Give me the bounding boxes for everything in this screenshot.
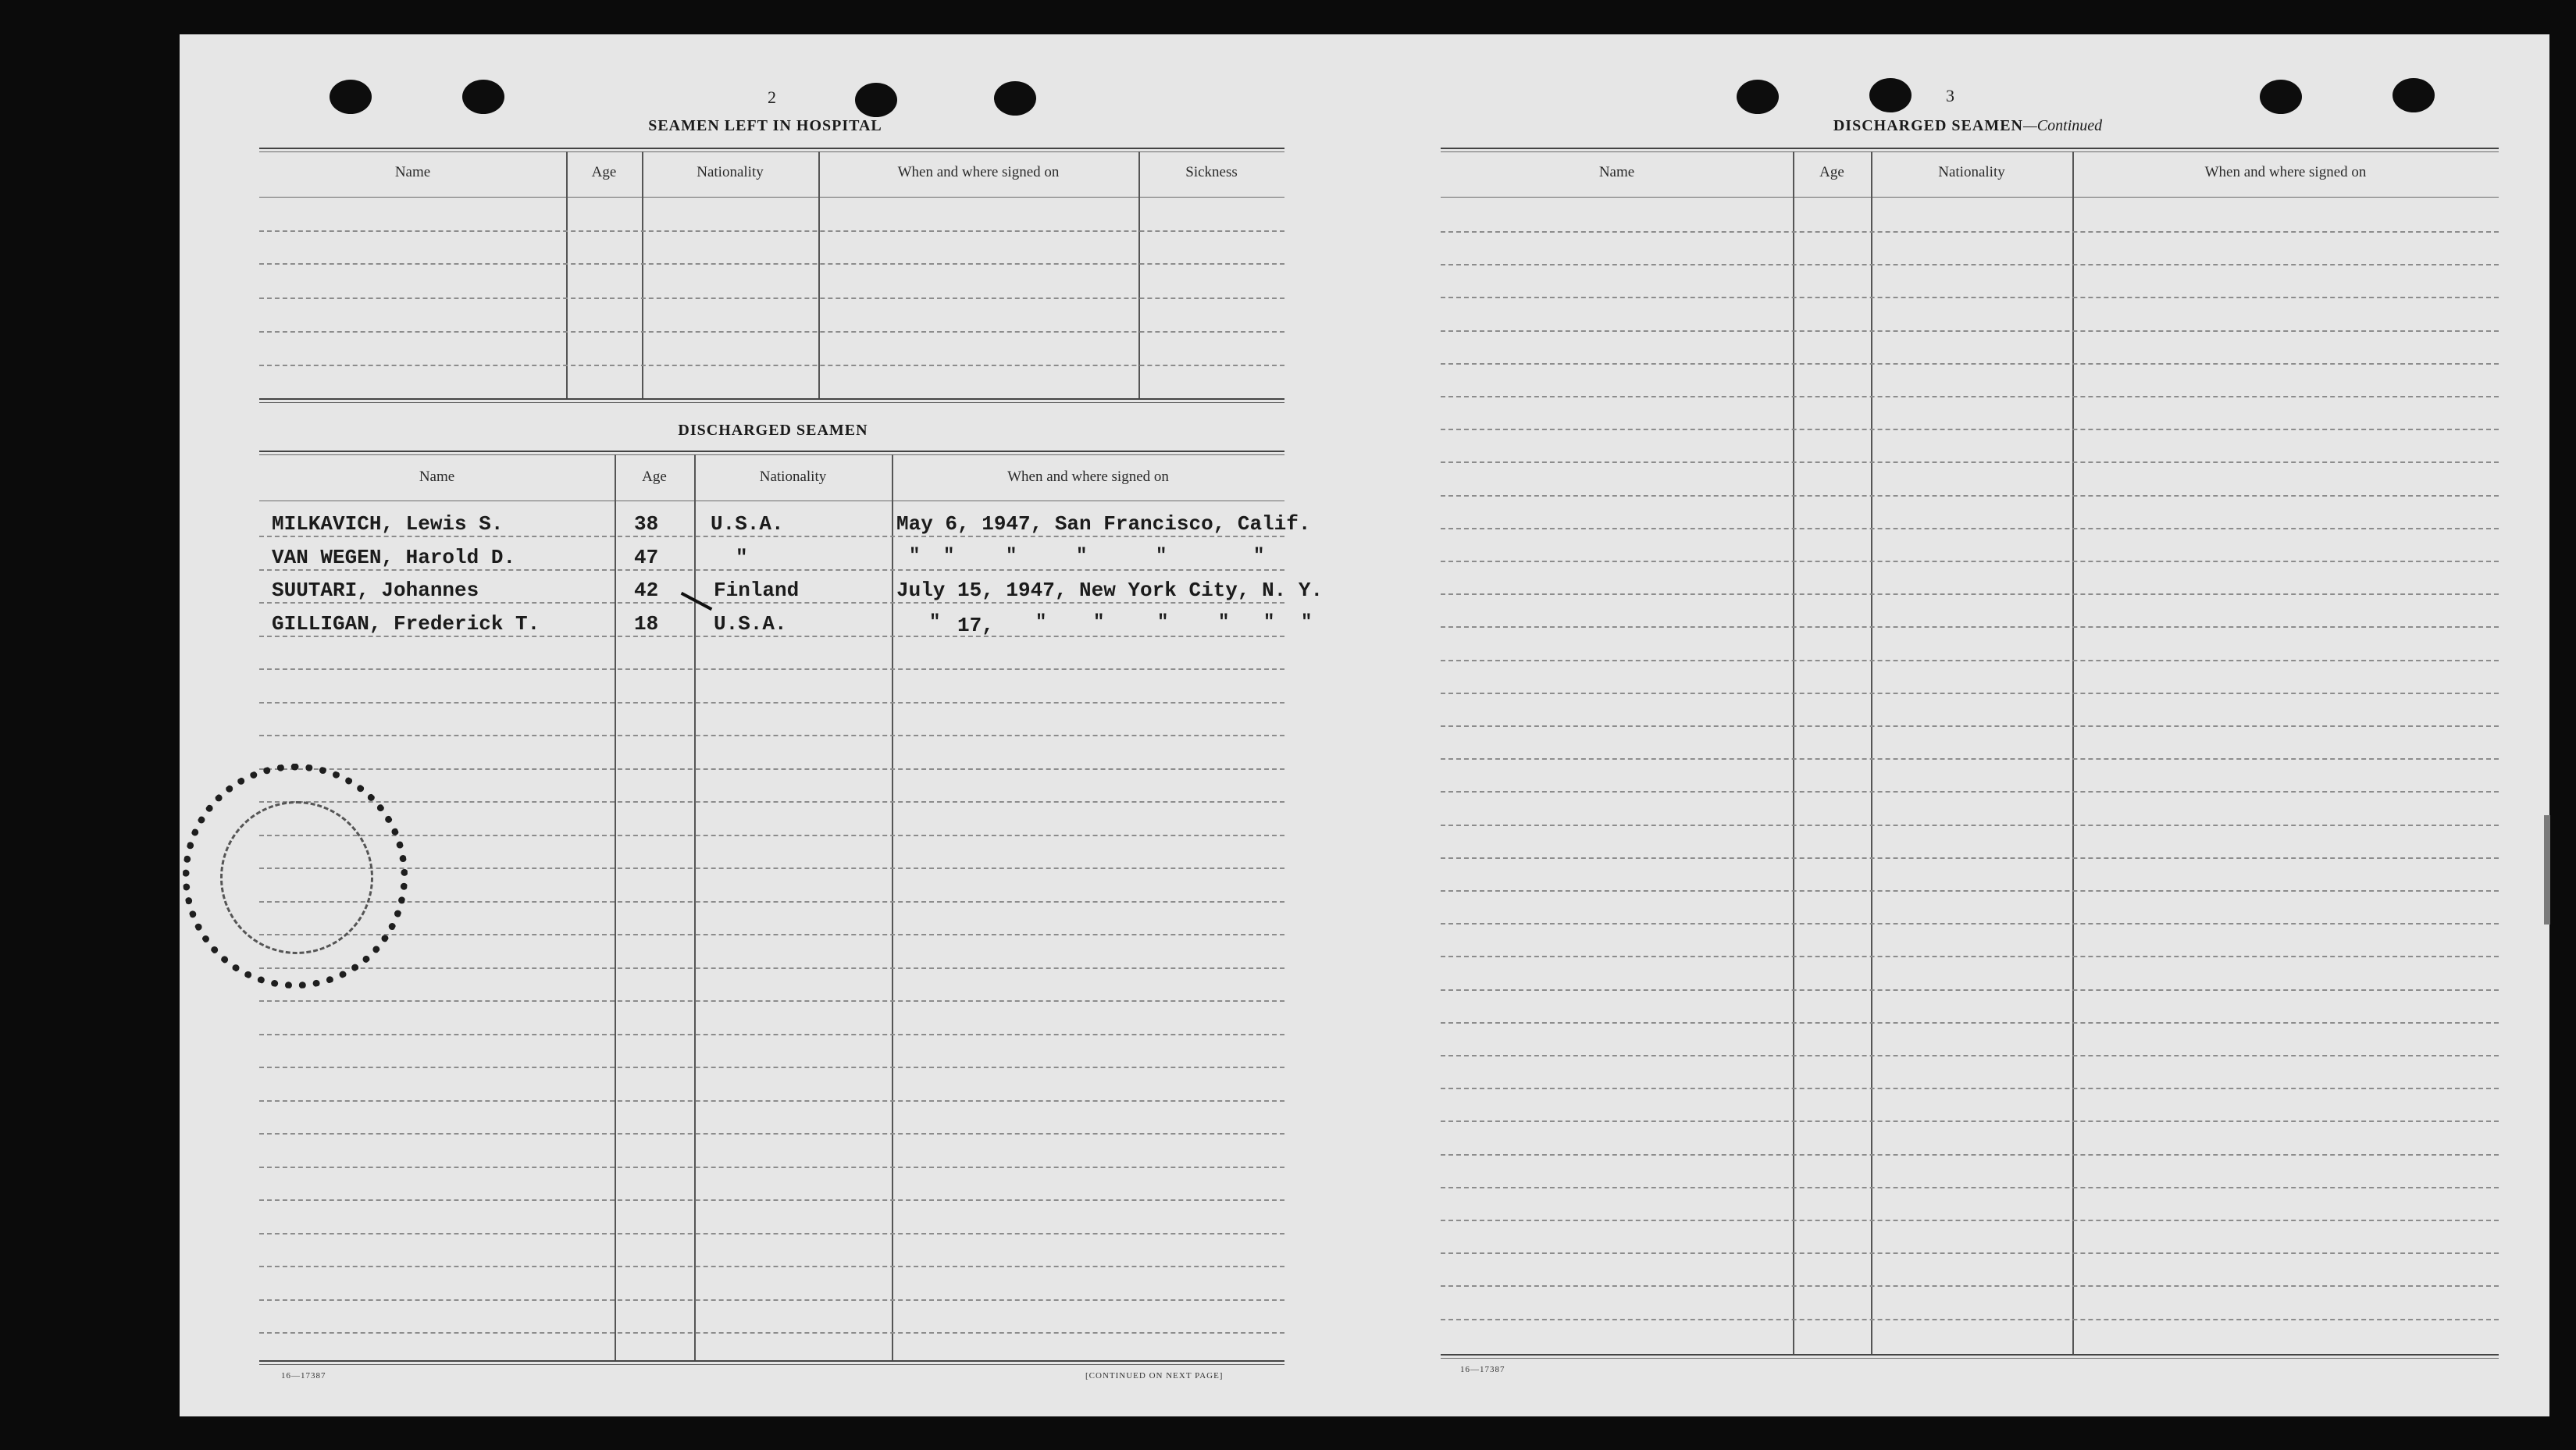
ruled-line	[1441, 231, 2499, 233]
check-mark	[681, 592, 713, 611]
ruled-line	[259, 1067, 1284, 1068]
ruled-line	[1441, 725, 2499, 727]
ruled-line	[259, 536, 1284, 537]
continued-note: [CONTINUED ON NEXT PAGE]	[1085, 1371, 1224, 1381]
discharged-section-title: DISCHARGED SEAMEN	[678, 422, 868, 439]
seaman-signed-on: July 15, 1947, New York City, N. Y.	[896, 579, 1324, 602]
ruled-line	[1441, 1088, 2499, 1089]
hospital-col-age: Age	[591, 164, 617, 180]
discharged-col-nationality: Nationality	[759, 468, 827, 485]
seaman-age: 18	[634, 612, 659, 636]
seaman-signed-on: May 6, 1947, San Francisco, Calif.	[896, 512, 1311, 536]
ditto-mark: "	[929, 612, 941, 633]
seaman-name: VAN WEGEN, Harold D.	[272, 546, 516, 569]
discharged-col-signed-on: When and where signed on	[1007, 468, 1169, 485]
seaman-name: MILKAVICH, Lewis S.	[272, 512, 504, 536]
ditto-mark: "	[1006, 546, 1017, 567]
ruled-line	[259, 1167, 1284, 1168]
punch-hole	[1737, 80, 1779, 114]
ruled-line	[1441, 825, 2499, 826]
ruled-line	[259, 901, 1284, 903]
ruled-line	[259, 702, 1284, 704]
ruled-line	[259, 1000, 1284, 1002]
seaman-nationality: U.S.A.	[714, 612, 787, 636]
seaman-name: GILLIGAN, Frederick T.	[272, 612, 540, 636]
ruled-line	[1441, 1154, 2499, 1156]
ruled-line	[1441, 923, 2499, 925]
ruled-line	[1441, 1022, 2499, 1024]
ruled-line	[259, 735, 1284, 736]
seaman-nationality: Finland	[714, 579, 800, 602]
hospital-section-title: SEAMEN LEFT IN HOSPITAL	[648, 117, 882, 134]
ruled-line	[1441, 429, 2499, 430]
ruled-line	[1441, 330, 2499, 332]
punch-hole	[462, 80, 504, 114]
ruled-line	[1441, 693, 2499, 694]
ruled-line	[1441, 626, 2499, 628]
ruled-line	[1441, 593, 2499, 595]
right-col-nationality: Nationality	[1938, 164, 2005, 180]
ruled-line	[259, 801, 1284, 803]
discharged-col-name: Name	[419, 468, 455, 485]
right-col-name: Name	[1598, 164, 1635, 180]
right-col-age: Age	[1819, 164, 1844, 180]
ruled-line	[1441, 528, 2499, 529]
ruled-line	[1441, 264, 2499, 265]
ruled-line	[1441, 1187, 2499, 1188]
ditto-mark: "	[1253, 546, 1265, 567]
document-sheet	[180, 34, 2549, 1416]
ditto-mark: "	[1218, 612, 1230, 633]
ruled-line	[259, 934, 1284, 935]
punch-hole	[1869, 78, 1912, 112]
paper-edge-mark	[2544, 815, 2550, 925]
ruled-line	[259, 1299, 1284, 1301]
ruled-line	[259, 668, 1284, 670]
ditto-mark: "	[1076, 546, 1088, 567]
ruled-line	[259, 1233, 1284, 1234]
ruled-line	[1441, 1055, 2499, 1056]
ruled-line	[1441, 1285, 2499, 1287]
hospital-col-name: Name	[394, 164, 431, 180]
ruled-line	[259, 768, 1284, 770]
seaman-signed-on: 17,	[957, 614, 994, 637]
discharged-col-age: Age	[642, 468, 667, 485]
page-number-left: 2	[768, 87, 776, 107]
punch-hole	[855, 83, 897, 117]
ruled-line	[1441, 989, 2499, 991]
hospital-col-signed-on: When and where signed on	[897, 164, 1060, 180]
ditto-mark: "	[1035, 612, 1047, 633]
ditto-mark: "	[1301, 612, 1313, 633]
seaman-age: 42	[634, 579, 659, 602]
ruled-line	[259, 835, 1284, 836]
ruled-line	[1441, 495, 2499, 497]
ruled-line	[1441, 1220, 2499, 1221]
ruled-line	[1441, 297, 2499, 298]
ditto-mark: "	[943, 546, 955, 567]
ruled-line	[1441, 1319, 2499, 1320]
ruled-line	[1441, 396, 2499, 397]
form-number-left: 16—17387	[281, 1371, 326, 1381]
ditto-mark: "	[1156, 546, 1167, 567]
ruled-line	[1441, 461, 2499, 463]
official-stamp-inner	[220, 801, 373, 954]
ruled-line	[1441, 1120, 2499, 1122]
ditto-mark: "	[1263, 612, 1275, 633]
ditto-mark: "	[909, 546, 921, 567]
ruled-line	[1441, 890, 2499, 892]
ruled-line	[259, 1034, 1284, 1035]
ruled-line	[1441, 561, 2499, 562]
discharged-continued-label: DISCHARGED SEAMEN	[1833, 117, 2024, 134]
ruled-line	[1441, 791, 2499, 793]
ditto-mark: "	[1157, 612, 1169, 633]
ruled-line	[1441, 956, 2499, 957]
discharged-continued-title	[1757, 117, 2179, 135]
seaman-name: SUUTARI, Johannes	[272, 579, 479, 602]
ruled-line	[259, 602, 1284, 604]
ruled-line	[259, 1100, 1284, 1102]
ditto-mark: "	[1093, 612, 1105, 633]
ruled-line	[259, 1199, 1284, 1201]
punch-hole	[330, 80, 372, 114]
right-col-signed-on: When and where signed on	[2204, 164, 2367, 180]
ruled-line	[1441, 1252, 2499, 1254]
ruled-line	[1441, 660, 2499, 661]
hospital-col-sickness: Sickness	[1185, 164, 1238, 180]
ruled-line	[259, 967, 1284, 969]
hospital-col-nationality: Nationality	[697, 164, 764, 180]
ruled-line	[1441, 758, 2499, 760]
page-number-right: 3	[1946, 86, 1954, 105]
punch-hole	[2260, 80, 2302, 114]
ruled-line	[259, 1332, 1284, 1334]
seaman-nationality: U.S.A.	[711, 512, 784, 536]
seaman-age: 38	[634, 512, 659, 536]
ruled-line	[259, 868, 1284, 869]
punch-hole	[994, 81, 1036, 116]
punch-hole	[2393, 78, 2435, 112]
form-number-right: 16—17387	[1460, 1365, 1505, 1374]
ruled-line	[259, 1266, 1284, 1267]
ruled-line	[259, 1133, 1284, 1135]
ruled-line	[1441, 857, 2499, 859]
continued-suffix: —Continued	[2023, 117, 2103, 134]
seaman-age: 47	[634, 546, 659, 569]
seaman-nationality: "	[736, 546, 748, 569]
ruled-line	[1441, 363, 2499, 365]
